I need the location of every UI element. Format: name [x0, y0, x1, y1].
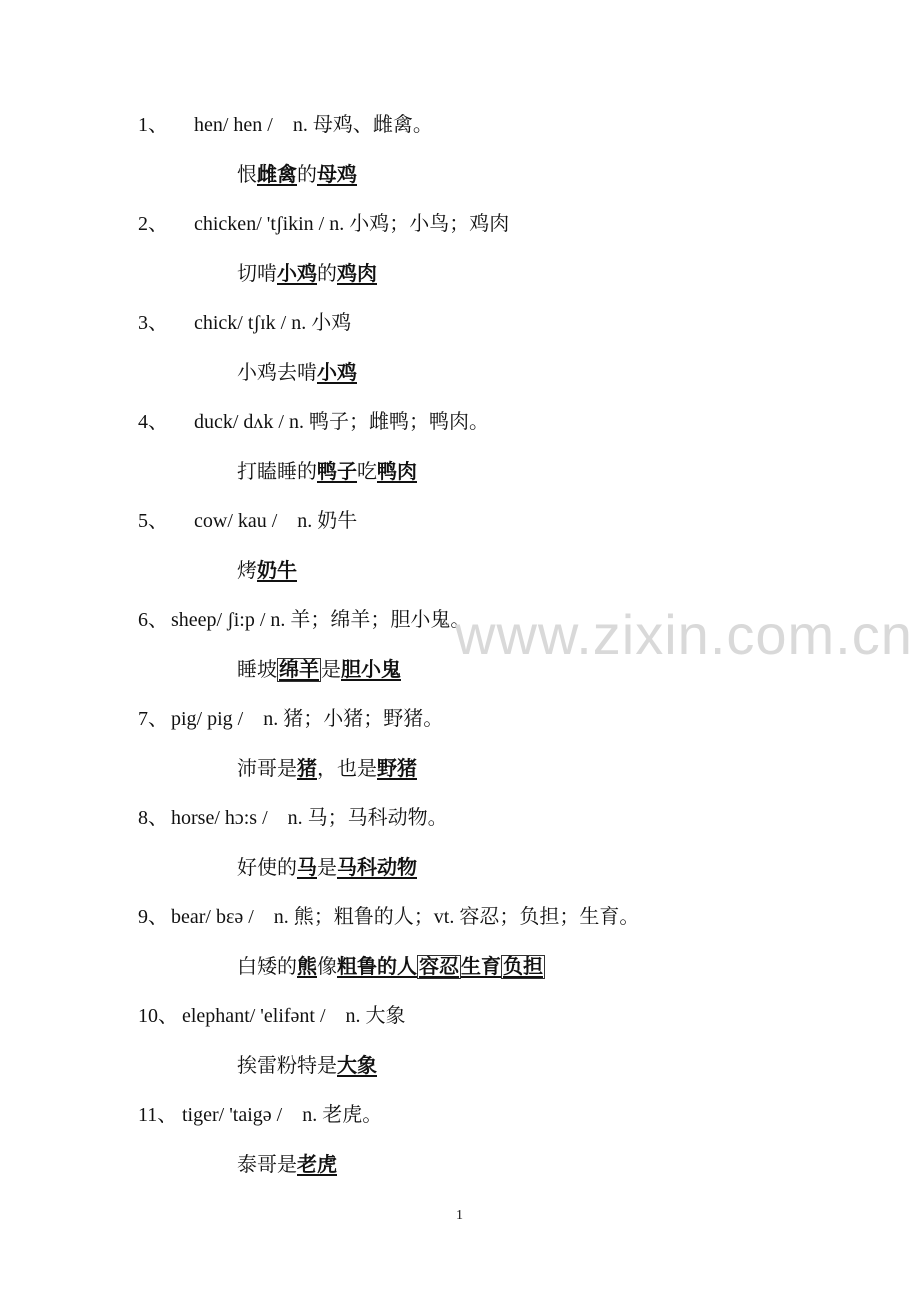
highlighted-term: 老虎 [297, 1154, 337, 1176]
entry-number: 6、 [138, 609, 168, 631]
entry-word-definition: elephant/ 'elifənt / n. 大象 [182, 1005, 406, 1027]
highlighted-term: 负担 [503, 956, 543, 978]
highlighted-term: 鸡肉 [337, 263, 377, 285]
entry-word-definition: hen/ hen / n. 母鸡、雌禽。 [194, 114, 433, 136]
highlighted-term: 马科动物 [337, 857, 417, 879]
mnemonic-text: 烤 [237, 560, 257, 582]
highlighted-term: 奶牛 [257, 560, 297, 582]
highlighted-term: 野猪 [377, 758, 417, 780]
mnemonic-text: 是 [321, 659, 341, 681]
entry-mnemonic [237, 557, 297, 585]
entry-mnemonic [237, 1052, 377, 1080]
entry-number: 1、 [138, 114, 168, 136]
entry-mnemonic [237, 359, 357, 387]
entry-mnemonic [237, 458, 417, 486]
highlighted-term: 雌禽 [257, 164, 297, 186]
entry-number: 11、 [138, 1104, 178, 1126]
highlighted-term: 鸭子 [317, 461, 357, 483]
entry-word-definition: sheep/ ʃi:p / n. 羊；绵羊；胆小鬼。 [171, 609, 471, 631]
mnemonic-text: 泰哥是 [237, 1154, 297, 1176]
entry-word-definition: duck/ dʌk / n. 鸭子；雌鸭；鸭肉。 [194, 411, 489, 433]
entry-mnemonic [237, 260, 377, 288]
mnemonic-text: 的 [297, 164, 317, 186]
mnemonic-text: 挨雷粉特是 [237, 1055, 337, 1077]
highlighted-term: 鸭肉 [377, 461, 417, 483]
highlighted-term: 粗鲁的人 [337, 956, 417, 978]
highlighted-term: 母鸡 [317, 164, 357, 186]
highlighted-term: 马 [297, 857, 317, 879]
entry-number: 5、 [138, 510, 168, 532]
watermark: www.zixin.com.cn [455, 603, 913, 666]
mnemonic-text: ，也是 [317, 758, 377, 780]
mnemonic-text: 睡坡 [237, 659, 277, 681]
highlighted-term: 容忍 [419, 956, 459, 978]
entry-mnemonic [237, 1151, 337, 1179]
entry-number: 8、 [138, 807, 168, 829]
mnemonic-text: 白矮的 [237, 956, 297, 978]
highlighted-term: 绵羊 [279, 659, 319, 681]
entry-word-definition: chick/ tʃɪk / n. 小鸡 [194, 312, 352, 334]
entry-number: 2、 [138, 213, 168, 235]
entry-word-definition: pig/ pig / n. 猪；小猪；野猪。 [171, 708, 444, 730]
highlighted-term: 大象 [337, 1055, 377, 1077]
entry-number: 9、 [138, 906, 168, 928]
mnemonic-text: 打瞌睡的 [237, 461, 317, 483]
entry-number: 7、 [138, 708, 168, 730]
entry-word-definition: horse/ hɔ:s / n. 马；马科动物。 [171, 807, 448, 829]
entry-number: 3、 [138, 312, 168, 334]
page-number: 1 [456, 1208, 463, 1223]
entry-mnemonic [237, 755, 417, 783]
highlighted-term: 小鸡 [277, 263, 317, 285]
entry-word-definition: tiger/ 'taigə / n. 老虎。 [182, 1104, 383, 1126]
entry-word-definition: chicken/ 'tʃikin / n. 小鸡；小鸟；鸡肉 [194, 213, 510, 235]
entry-number: 4、 [138, 411, 168, 433]
mnemonic-text: 小鸡去啃 [237, 362, 317, 384]
entry-word-definition: bear/ bɛə / n. 熊；粗鲁的人；vt. 容忍；负担；生育。 [171, 906, 640, 928]
mnemonic-text: 恨 [237, 164, 257, 186]
mnemonic-text: 吃 [357, 461, 377, 483]
highlighted-term: 熊 [297, 956, 317, 978]
mnemonic-text: 沛哥是 [237, 758, 297, 780]
mnemonic-text: 好使的 [237, 857, 297, 879]
entry-mnemonic [237, 854, 417, 882]
entry-number: 10、 [138, 1005, 178, 1027]
highlighted-term: 生育 [461, 956, 501, 978]
entry-mnemonic [237, 953, 545, 981]
entry-mnemonic [237, 656, 401, 684]
mnemonic-text: 切啃 [237, 263, 277, 285]
highlighted-term: 猪 [297, 758, 317, 780]
mnemonic-text: 的 [317, 263, 337, 285]
entry-mnemonic [237, 161, 357, 189]
entry-word-definition: cow/ kau / n. 奶牛 [194, 510, 358, 532]
highlighted-term: 胆小鬼 [341, 659, 401, 681]
highlighted-term: 小鸡 [317, 362, 357, 384]
mnemonic-text: 像 [317, 956, 337, 978]
mnemonic-text: 是 [317, 857, 337, 879]
